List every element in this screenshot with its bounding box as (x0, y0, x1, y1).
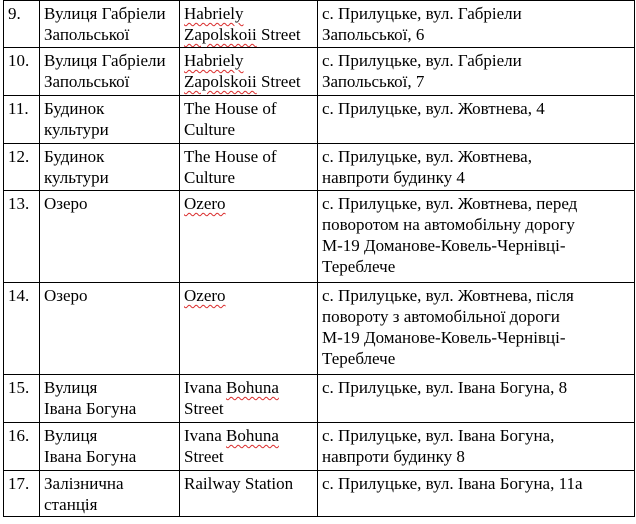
english-name-line (184, 193, 314, 214)
english-name-text: Street (184, 447, 224, 466)
address-line: с. Прилуцьке, вул. Жовтнева, 4 (322, 99, 545, 118)
row-number: 9. (8, 4, 21, 23)
ukrainian-name-line: Івана Богуна (44, 399, 137, 418)
ukrainian-name-line: Озеро (44, 286, 88, 305)
address-line: М-19 Доманове-Ковель-Чернівці- (322, 236, 566, 255)
address-line: навпроти будинку 8 (322, 447, 465, 466)
ukrainian-name-line: Запольської (44, 25, 130, 44)
english-name-text: The House of (184, 99, 277, 118)
address-line: с. Прилуцьке, вул. Габріели (322, 4, 522, 23)
address-line: с. Прилуцьке, вул. Жовтнева, перед (322, 194, 578, 213)
english-name-cell (180, 375, 318, 423)
row-number-cell (4, 144, 40, 191)
ukrainian-name-line: станція (44, 495, 98, 514)
english-name-line (184, 71, 314, 92)
row-number: 14. (8, 286, 30, 305)
address-cell (318, 375, 635, 423)
english-name-line (184, 285, 314, 306)
english-name-line (184, 377, 314, 398)
address-cell (318, 283, 635, 375)
address-line: с. Прилуцьке, вул. Жовтнева, після (322, 286, 574, 305)
english-name-line (184, 119, 314, 140)
english-name-cell (180, 96, 318, 144)
row-number: 11. (8, 99, 29, 118)
address-line: с. Прилуцьке, вул. Івана Богуна, (322, 426, 555, 445)
english-name-text: Culture (184, 168, 235, 187)
english-name-line (184, 473, 314, 494)
ukrainian-name-line: Івана Богуна (44, 447, 137, 466)
english-name-text: Street (184, 399, 224, 418)
address-line: с. Прилуцьке, вул. Івана Богуна, 11а (322, 474, 583, 493)
english-name-text: Railway Station (184, 474, 294, 493)
table-row (4, 1, 635, 48)
ukrainian-name-cell (40, 1, 180, 48)
english-name-line (184, 146, 314, 167)
english-name-line (184, 398, 314, 419)
row-number-cell (4, 423, 40, 471)
row-number: 10. (8, 51, 30, 70)
english-name-text: Ivana (184, 426, 222, 445)
ukrainian-name-line: Вулиця (44, 378, 98, 397)
english-name-line (184, 425, 314, 446)
ukrainian-name-cell (40, 96, 180, 144)
english-name-cell (180, 423, 318, 471)
ukrainian-name-line: Вулиця Габріели (44, 51, 166, 70)
address-cell (318, 48, 635, 96)
row-number: 13. (8, 194, 30, 213)
ukrainian-name-line: Будинок (44, 99, 105, 118)
address-line: М-19 Доманове-Ковель-Чернівці- (322, 328, 566, 347)
english-name-line (184, 98, 314, 119)
ukrainian-name-line: культури (44, 168, 109, 187)
spellcheck-flagged-word: Zapolskoii (184, 72, 257, 91)
english-name-cell (180, 471, 318, 517)
ukrainian-name-line: Вулиця Габріели (44, 4, 166, 23)
table-body (4, 1, 635, 517)
address-cell (318, 471, 635, 517)
row-number-cell (4, 48, 40, 96)
table-row (4, 191, 635, 283)
english-name-text: Culture (184, 120, 235, 139)
spellcheck-flagged-word: Bohuna (226, 378, 279, 397)
row-number: 12. (8, 147, 30, 166)
english-name-line (184, 3, 314, 24)
row-number-cell (4, 283, 40, 375)
address-table (3, 0, 635, 517)
address-line: навпроти будинку 4 (322, 168, 465, 187)
english-name-cell (180, 1, 318, 48)
table-row (4, 144, 635, 191)
english-name-cell (180, 191, 318, 283)
row-number-cell (4, 1, 40, 48)
address-cell (318, 423, 635, 471)
english-name-line (184, 446, 314, 467)
english-name-cell (180, 48, 318, 96)
ukrainian-name-cell (40, 283, 180, 375)
spellcheck-flagged-word: Bohuna (226, 426, 279, 445)
ukrainian-name-line: Вулиця (44, 426, 98, 445)
ukrainian-name-line: культури (44, 120, 109, 139)
ukrainian-name-cell (40, 144, 180, 191)
spellcheck-flagged-word: Habriely (184, 4, 244, 23)
english-name-text: Street (256, 72, 301, 91)
table-row (4, 283, 635, 375)
address-line: Тереблече (322, 349, 396, 368)
address-cell (318, 1, 635, 48)
ukrainian-name-line: Озеро (44, 194, 88, 213)
row-number: 17. (8, 474, 30, 493)
english-name-cell (180, 283, 318, 375)
ukrainian-name-line: Будинок (44, 147, 105, 166)
ukrainian-name-cell (40, 48, 180, 96)
spellcheck-flagged-word: Habriely (184, 51, 244, 70)
spellcheck-flagged-word: Zapolskoii (184, 25, 257, 44)
address-line: с. Прилуцьке, вул. Жовтнева, (322, 147, 532, 166)
english-name-line (184, 167, 314, 188)
address-line: Запольської, 7 (322, 72, 425, 91)
table-row (4, 375, 635, 423)
row-number-cell (4, 471, 40, 517)
address-cell (318, 191, 635, 283)
row-number-cell (4, 96, 40, 144)
spellcheck-flagged-word: Ozero (184, 194, 226, 213)
english-name-text: Street (256, 25, 301, 44)
english-name-cell (180, 144, 318, 191)
address-cell (318, 96, 635, 144)
address-line: повороту з автомобільної дороги (322, 307, 560, 326)
address-line: Тереблече (322, 257, 396, 276)
english-name-text: Ivana (184, 378, 222, 397)
spellcheck-flagged-word: Ozero (184, 286, 226, 305)
table-row (4, 471, 635, 517)
ukrainian-name-line: Залізнична (44, 474, 124, 493)
english-name-line (184, 24, 314, 45)
address-line: с. Прилуцьке, вул. Івана Богуна, 8 (322, 378, 568, 397)
ukrainian-name-cell (40, 375, 180, 423)
english-name-line (184, 50, 314, 71)
address-line: Запольської, 6 (322, 25, 425, 44)
address-line: поворотом на автомобільну дорогу (322, 215, 575, 234)
table-row (4, 96, 635, 144)
row-number: 15. (8, 378, 30, 397)
english-name-text: The House of (184, 147, 277, 166)
row-number-cell (4, 375, 40, 423)
row-number-cell (4, 191, 40, 283)
ukrainian-name-line: Запольської (44, 72, 130, 91)
ukrainian-name-cell (40, 423, 180, 471)
row-number: 16. (8, 426, 30, 445)
table-row (4, 48, 635, 96)
table-row (4, 423, 635, 471)
ukrainian-name-cell (40, 191, 180, 283)
address-cell (318, 144, 635, 191)
address-line: с. Прилуцьке, вул. Габріели (322, 51, 522, 70)
ukrainian-name-cell (40, 471, 180, 517)
